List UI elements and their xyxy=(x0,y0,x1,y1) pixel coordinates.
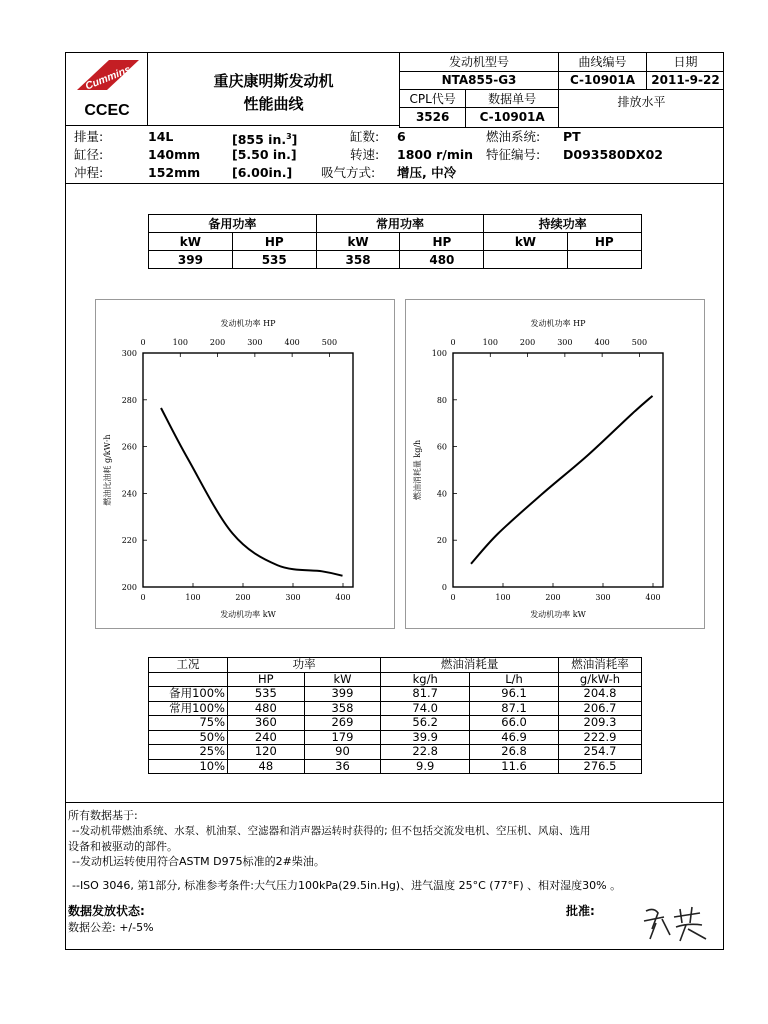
table-cell: 81.7 xyxy=(381,687,470,702)
c0-y-tick-label: 280 xyxy=(121,395,137,405)
c1-y-tick-label: 100 xyxy=(431,349,447,358)
header-info-table xyxy=(399,53,724,128)
displacement: 14L xyxy=(148,129,174,144)
speed-label: 转速: xyxy=(350,147,380,162)
bsfc-chart-panel xyxy=(95,299,395,629)
c1-plot-frame xyxy=(453,353,663,587)
fuel-system-label: 燃油系统: xyxy=(486,129,541,144)
row-condition: 75% xyxy=(149,716,228,731)
note-line-1: --发动机带燃油系统、水泵、机油泵、空滤器和消声器运转时获得的; 但不包括交流发电机、空压机、风扇、选用 xyxy=(72,825,591,837)
table-cell: 254.7 xyxy=(559,745,642,760)
table-cell: 11.6 xyxy=(470,759,559,774)
power-value xyxy=(567,251,641,269)
table-cell: 480 xyxy=(228,701,305,716)
power-unit: HP xyxy=(400,233,484,251)
aspiration-label: 吸气方式: xyxy=(321,165,376,180)
bsfc-chart xyxy=(96,300,394,628)
date-label: 日期 xyxy=(647,53,725,71)
c0-x-axis-label: 发动机功率 kW xyxy=(220,610,276,619)
c1-top-tick-label: 200 xyxy=(519,338,536,347)
c1-y-tick-label: 20 xyxy=(436,536,447,546)
spec-block xyxy=(66,126,723,184)
c0-top-tick-label: 100 xyxy=(172,338,188,347)
c1-x-tick-label: 100 xyxy=(495,593,511,602)
power-group-standby: 备用功率 xyxy=(149,215,317,233)
power-value: 480 xyxy=(400,251,484,269)
company-abbr: CCEC xyxy=(84,102,130,119)
col-header-power: 功率 xyxy=(228,658,381,673)
table-cell: 535 xyxy=(228,687,305,702)
row-condition: 50% xyxy=(149,730,228,745)
table-cell: 240 xyxy=(228,730,305,745)
data-sheet-no: C-10901A xyxy=(479,110,545,125)
table-row xyxy=(149,687,642,702)
table-cell: 87.1 xyxy=(470,701,559,716)
engine-model: NTA855-G3 xyxy=(400,71,559,89)
unit-kgh: kg/h xyxy=(381,672,470,687)
c0-y-tick-label: 300 xyxy=(121,349,137,358)
power-value: 399 xyxy=(149,251,233,269)
c0-x-tick-label: 300 xyxy=(285,593,301,602)
approval-label: 批准: xyxy=(566,904,595,918)
c1-y-tick-label: 0 xyxy=(441,583,447,592)
speed: 1800 r/min xyxy=(397,147,474,162)
bore: 140mm xyxy=(148,147,201,162)
c0-top-tick-label: 200 xyxy=(209,338,226,347)
table-cell: 39.9 xyxy=(381,730,470,745)
table-cell: 276.5 xyxy=(559,759,642,774)
cylinders: 6 xyxy=(397,129,406,144)
curve-no-label: 曲线编号 xyxy=(559,53,647,71)
emission-label: 排放水平 xyxy=(559,89,725,127)
table-row xyxy=(149,716,642,731)
table-cell: 222.9 xyxy=(559,730,642,745)
power-unit: kW xyxy=(484,233,567,251)
unit-kw: kW xyxy=(304,672,381,687)
fuel-consumption-chart-panel xyxy=(405,299,705,629)
c1-y-tick-label: 40 xyxy=(436,489,447,499)
stroke-in: [6.00in.] xyxy=(232,165,293,180)
table-cell: 120 xyxy=(228,745,305,760)
c1-top-axis-label: 发动机功率 HP xyxy=(530,319,586,328)
c0-y-axis-label: 燃油比油耗 g/kW·h xyxy=(103,434,112,506)
c0-plot-frame xyxy=(143,353,353,587)
data-sheet-label: 数据单号 xyxy=(466,90,558,108)
table-cell: 179 xyxy=(304,730,381,745)
power-unit: HP xyxy=(567,233,641,251)
table-cell: 399 xyxy=(304,687,381,702)
unit-gkwh: g/kW-h xyxy=(559,672,642,687)
row-condition: 10% xyxy=(149,759,228,774)
row-condition: 备用100% xyxy=(149,687,228,702)
c0-top-axis-label: 发动机功率 HP xyxy=(220,319,276,328)
table-cell: 90 xyxy=(304,745,381,760)
engine-model-label: 发动机型号 xyxy=(400,53,559,71)
c0-x-tick-label: 400 xyxy=(335,593,351,602)
table-cell: 358 xyxy=(304,701,381,716)
table-cell: 9.9 xyxy=(381,759,470,774)
cummins-logo-icon xyxy=(73,56,143,100)
performance-sheet xyxy=(65,52,724,950)
cylinders-label: 缸数: xyxy=(350,129,380,144)
c0-y-tick-label: 200 xyxy=(121,583,137,592)
approval-signature-icon xyxy=(636,899,716,945)
c0-y-tick-label: 220 xyxy=(121,536,137,546)
power-group-prime: 常用功率 xyxy=(316,215,484,233)
table-cell: 269 xyxy=(304,716,381,731)
c1-y-tick-label: 80 xyxy=(436,395,447,405)
c1-top-tick-label: 100 xyxy=(482,338,498,347)
col-header-condition: 工况 xyxy=(149,658,228,673)
c0-y-tick-label: 260 xyxy=(121,442,137,452)
bore-in: [5.50 in.] xyxy=(232,147,297,162)
c0-x-tick-label: 200 xyxy=(235,593,251,602)
stroke-label: 冲程: xyxy=(74,165,104,180)
row-condition: 25% xyxy=(149,745,228,760)
power-value: 358 xyxy=(316,251,400,269)
note-line-3: --ISO 3046, 第1部分, 标准参考条件:大气压力100kPa(29.5in.Hg)、进气温度 25°C (77°F) 、相对湿度30% 。 xyxy=(72,879,622,892)
c1-y-axis-label: 燃油消耗量 kg/h xyxy=(413,439,422,501)
power-value: 535 xyxy=(232,251,316,269)
cpl-label: CPL代号 xyxy=(400,90,466,108)
c0-x-tick-label: 100 xyxy=(185,593,201,602)
notes-block xyxy=(66,802,723,950)
notes-intro: 所有数据基于: xyxy=(68,809,138,822)
curve-no: C-10901A xyxy=(559,71,647,89)
c0-top-tick-label: 0 xyxy=(140,338,146,347)
power-unit: kW xyxy=(149,233,233,251)
c0-series-line xyxy=(161,408,343,576)
note-line-1b: 设备和被驱动的部件。 xyxy=(68,840,178,853)
tolerance-note: 数据公差: +/-5% xyxy=(68,921,154,934)
bore-label: 缸径: xyxy=(74,147,104,162)
table-cell: 26.8 xyxy=(470,745,559,760)
table-cell: 36 xyxy=(304,759,381,774)
performance-data-table xyxy=(148,657,642,774)
fuel-consumption-chart xyxy=(406,300,704,628)
power-unit: kW xyxy=(316,233,400,251)
c1-x-tick-label: 300 xyxy=(595,593,611,602)
c0-y-tick-label: 240 xyxy=(121,489,137,499)
displacement-in: [855 in.$^3$] xyxy=(232,132,298,148)
cpl-code: 3526 xyxy=(400,108,466,127)
fuel-system: PT xyxy=(563,129,581,144)
header-title-cell xyxy=(148,53,400,126)
svg-text:Cummins: Cummins xyxy=(83,63,133,93)
c1-top-tick-label: 300 xyxy=(557,338,573,347)
c1-top-tick-label: 500 xyxy=(631,338,648,347)
feature-no: D093580DX02 xyxy=(563,147,663,162)
row-condition: 常用100% xyxy=(149,701,228,716)
date: 2011-9-22 xyxy=(647,71,725,89)
table-row xyxy=(149,745,642,760)
table-cell: 209.3 xyxy=(559,716,642,731)
table-row xyxy=(149,701,642,716)
table-cell: 46.9 xyxy=(470,730,559,745)
header-logo-cell xyxy=(66,53,148,126)
c1-x-tick-label: 400 xyxy=(645,593,661,602)
c1-series-line xyxy=(471,396,653,564)
company-name: 重庆康明斯发动机 xyxy=(213,72,334,90)
power-value xyxy=(484,251,567,269)
table-cell: 66.0 xyxy=(470,716,559,731)
c1-x-axis-label: 发动机功率 kW xyxy=(530,610,586,619)
stroke: 152mm xyxy=(148,165,201,180)
doc-title: 性能曲线 xyxy=(243,95,304,113)
c1-x-tick-label: 200 xyxy=(545,593,561,602)
table-row xyxy=(149,759,642,774)
table-cell: 74.0 xyxy=(381,701,470,716)
table-cell: 204.8 xyxy=(559,687,642,702)
table-cell: 56.2 xyxy=(381,716,470,731)
power-table xyxy=(148,214,642,269)
c0-top-tick-label: 500 xyxy=(321,338,338,347)
displacement-label: 排量: xyxy=(74,129,104,144)
aspiration: 增压, 中冷 xyxy=(397,165,457,180)
c1-top-tick-label: 0 xyxy=(450,338,456,347)
table-cell: 22.8 xyxy=(381,745,470,760)
c1-top-tick-label: 400 xyxy=(594,338,610,347)
c1-x-tick-label: 0 xyxy=(450,593,456,602)
col-header-fuel-rate: 燃油消耗率 xyxy=(559,658,642,673)
power-group-continuous: 持续功率 xyxy=(484,215,642,233)
c0-top-tick-label: 400 xyxy=(284,338,300,347)
table-cell: 48 xyxy=(228,759,305,774)
c0-top-tick-label: 300 xyxy=(247,338,263,347)
power-unit: HP xyxy=(232,233,316,251)
unit-lh: L/h xyxy=(470,672,559,687)
c1-y-tick-label: 60 xyxy=(436,442,447,452)
col-header-fuel-consumption: 燃油消耗量 xyxy=(381,658,559,673)
note-line-2: --发动机运转使用符合ASTM D975标准的2#柴油。 xyxy=(72,855,325,868)
unit-hp: HP xyxy=(228,672,305,687)
c0-x-tick-label: 0 xyxy=(140,593,146,602)
table-row xyxy=(149,730,642,745)
table-cell: 96.1 xyxy=(470,687,559,702)
table-cell: 206.7 xyxy=(559,701,642,716)
data-status-label: 数据发放状态: xyxy=(68,904,145,918)
feature-label: 特征编号: xyxy=(486,147,541,162)
table-cell: 360 xyxy=(228,716,305,731)
